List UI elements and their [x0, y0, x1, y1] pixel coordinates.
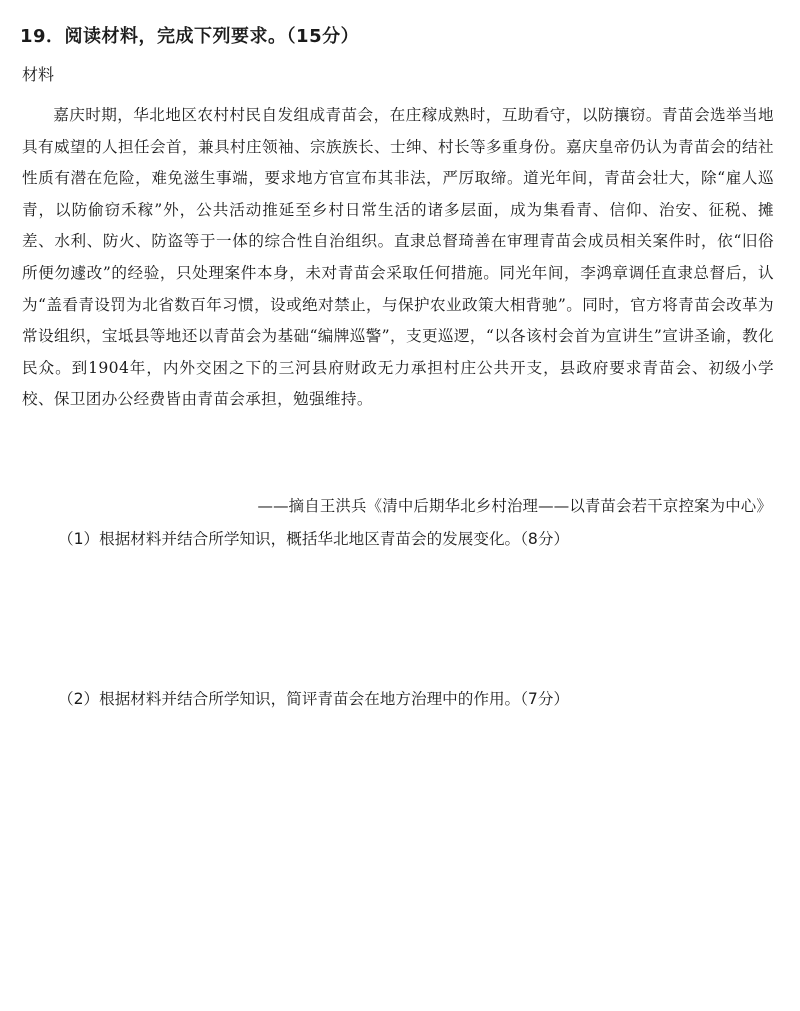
answer-area-2[interactable]	[40, 720, 760, 980]
sub-question-2: （2）根据材料并结合所学知识，简评青苗会在地方治理中的作用。（7分）	[58, 690, 570, 708]
material-paragraph: 嘉庆时期，华北地区农村村民自发组成青苗会，在庄稼成熟时，互助看守，以防攘窃。青苗会选举当地具有威望的人担任会首，兼具村庄领袖、宗族族长、士绅、村长等多重身份。嘉庆皇帝仍认为青苗会的结社性质有潜在危险，难免滋生事端，要求地方官宣布其非法，严厉取缔。道光年间，青苗会壮大，除“雇人巡青，以防偷窃禾稼”外，公共活动推延至乡村日常生活的诸多层面，成为集看青、信仰、治安、征税、摊差、水利、防火、防盗等于一体的综合性自治组织。直隶总督琦善在审理青苗会成员相关案件时，依“旧俗所便勿遽改”的经验，只处理案件本身，未对青苗会采取任何措施。同光年间，李鸿章调任直隶总督后，认为“盖看青设罚为北省数百年习惯，设或绝对禁止，与保护农业政策大相背驰”。同时，官方将青苗会改革为常设组织，宝坻县等地还以青苗会为基础“编牌巡警”，支更巡逻，“以各该村会首为宣讲生”宣讲圣谕，教化民众。到1904年，内外交困之下的三河县府财政无力承担村庄公共开支，县政府要求青苗会、初级小学校、保卫团办公经费皆由青苗会承担，勉强维持。	[22, 106, 774, 409]
question-title: 19．阅读材料，完成下列要求。（15分）	[20, 26, 360, 47]
material-label: 材料	[22, 65, 55, 84]
answer-area-1[interactable]	[40, 560, 760, 670]
source-citation: ——摘自王洪兵《清中后期华北乡村治理——以青苗会若干京控案为中心》	[257, 497, 772, 515]
sub-question-1: （1）根据材料并结合所学知识，概括华北地区青苗会的发展变化。（8分）	[58, 530, 570, 548]
